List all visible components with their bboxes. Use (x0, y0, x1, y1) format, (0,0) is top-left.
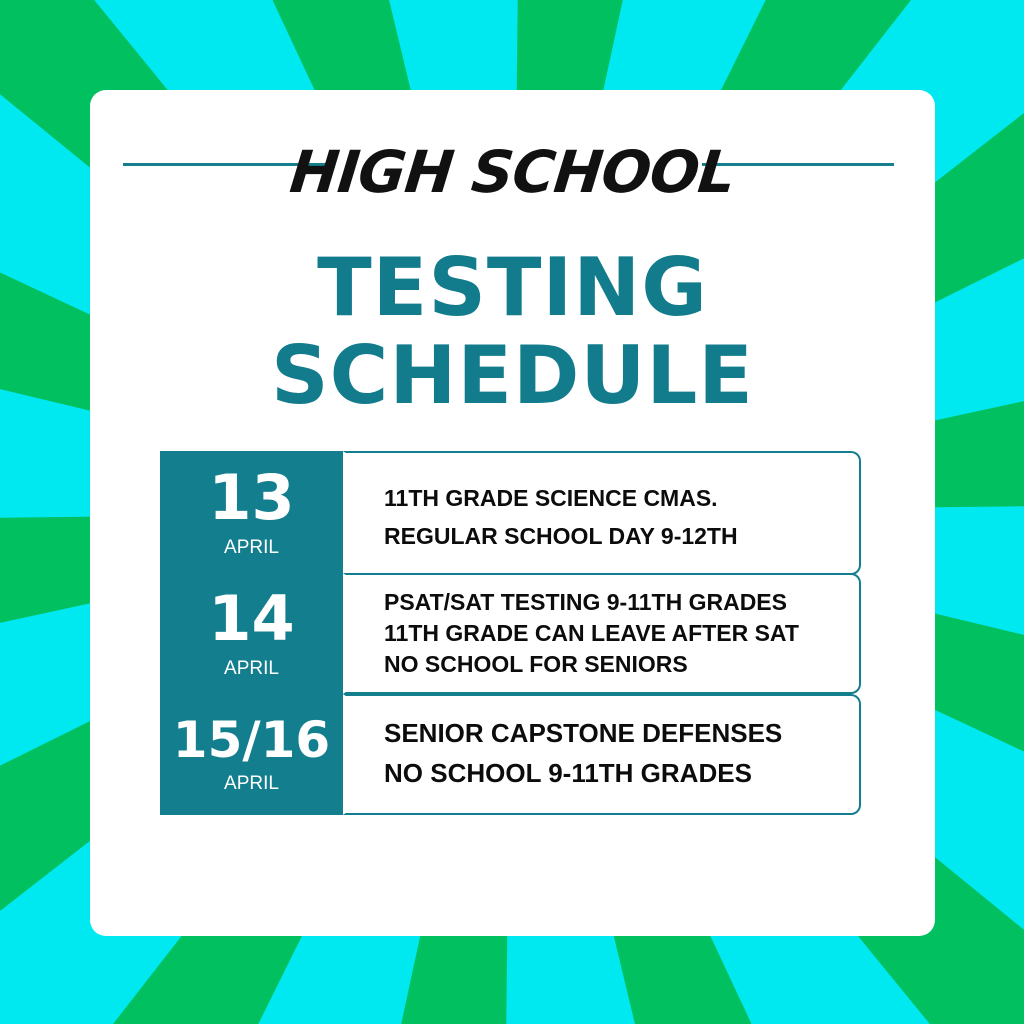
entry-line: REGULAR SCHOOL DAY 9-12TH (384, 523, 738, 549)
title-line-1: TESTING (317, 241, 708, 334)
date-month: APRIL (224, 773, 279, 794)
schedule-card (90, 90, 935, 936)
schedule-entry-13 (343, 451, 861, 575)
entry-line: SENIOR CAPSTONE DEFENSES (384, 718, 783, 748)
entry-line: NO SCHOOL 9-11TH GRADES (384, 758, 752, 788)
date-day: 15/16 (172, 711, 331, 769)
script-title: HIGH SCHOOL (286, 138, 739, 206)
date-15-16 (160, 711, 343, 795)
date-day: 14 (208, 582, 295, 655)
date-month: APRIL (224, 658, 279, 679)
date-13 (160, 461, 343, 559)
date-14 (160, 582, 343, 680)
entry-line: NO SCHOOL FOR SENIORS (384, 651, 688, 677)
schedule-entry-15-16 (343, 694, 861, 815)
entry-line: 11TH GRADE SCIENCE CMAS. (384, 485, 718, 511)
date-month: APRIL (224, 537, 279, 558)
date-day: 13 (208, 461, 295, 534)
entry-line: 11TH GRADE CAN LEAVE AFTER SAT (384, 620, 799, 646)
title-line-2: SCHEDULE (271, 329, 754, 422)
entry-line: PSAT/SAT TESTING 9-11TH GRADES (384, 589, 787, 615)
date-column (160, 451, 343, 815)
schedule-entry-14 (343, 573, 861, 694)
